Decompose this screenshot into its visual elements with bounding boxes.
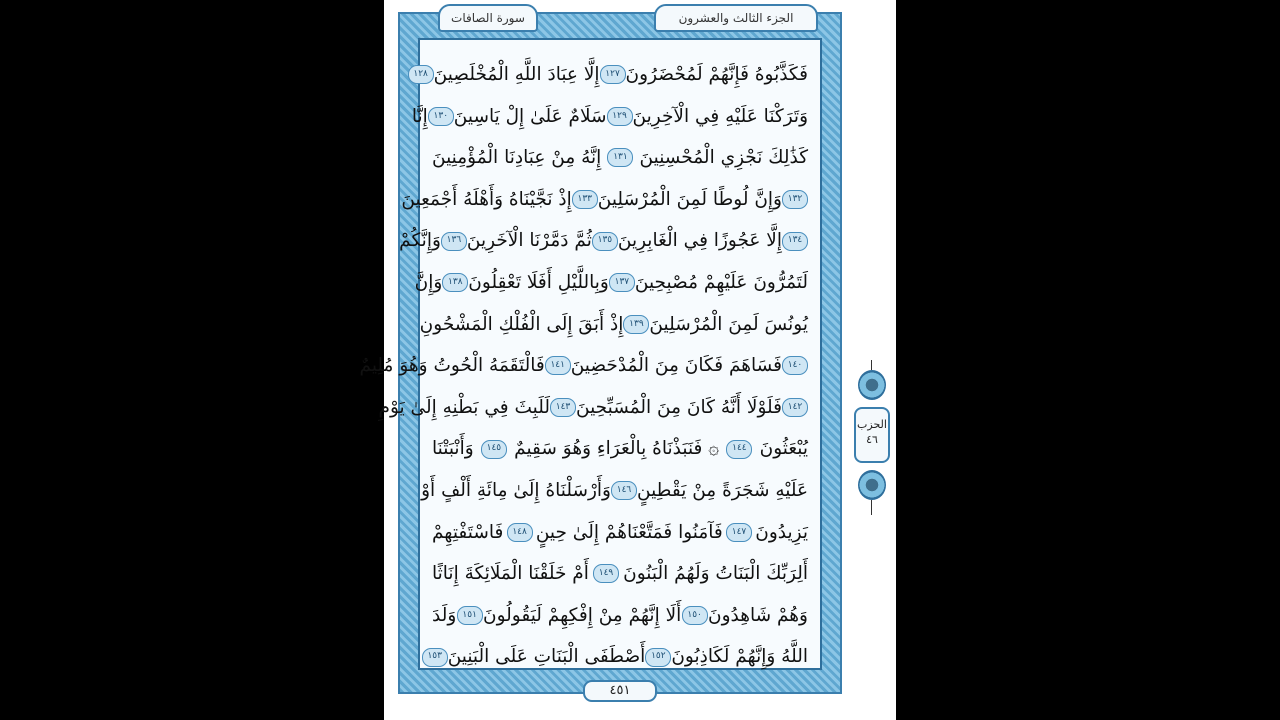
verse-line [432,553,808,595]
surah-header: سورة الصافات [438,4,538,32]
ayah-number-marker: ١٣٤ [782,232,808,251]
verse-text: إِنَّهُ مِنْ عِبَادِنَا الْمُؤْمِنِينَ [432,147,602,169]
verse-lines [359,54,808,678]
verse-text: يُونُسَ لَمِنَ الْمُرْسَلِينَ [649,313,808,335]
verse-text: اللَّهُ وَإِنَّهُمْ لَكَاذِبُونَ [671,646,808,668]
ayah-number-marker: ١٢٨ [408,65,434,84]
verse-text: إِلَّا عِبَادَ اللَّهِ الْمُخْلَصِينَ [433,64,600,85]
ayah-number-marker: ١٣٨ [442,273,468,292]
ayah-number-marker: ١٤١ [545,356,571,375]
ayah-number-marker: ١٣١ [607,148,633,167]
ayah-number-marker: ١٣٣ [572,190,598,209]
verse-line [421,470,808,512]
verse-line [432,137,808,179]
verse-line [411,96,808,138]
mushaf-page [359,0,896,720]
verse-text: وَبِاللَّيْلِ أَفَلَا تَعْقِلُونَ [468,271,609,293]
ayah-number-marker: ١٥٣ [422,648,448,667]
verse-text: أَلِرَبِّكَ الْبَنَاتُ وَلَهُمُ الْبَنُونَ [623,563,808,585]
ornament-medallion-top [858,370,886,400]
verse-line [432,428,808,470]
verse-text: وَإِنَّ [414,271,443,293]
verse-line [432,512,808,554]
verse-line [399,220,808,262]
ayah-number-marker: ١٣٢ [782,190,808,209]
verse-text: يُبْعَثُونَ [759,438,808,460]
hizb-label: الحزب [857,418,887,431]
verse-line [414,262,808,304]
ornamental-frame [359,11,842,698]
hizb-marker [854,360,890,515]
verse-line [359,345,808,387]
ayah-number-marker: ١٤٧ [726,523,752,542]
ayah-number-marker: ١٤٤ [726,440,752,459]
text-area [359,38,822,670]
verse-line [427,636,808,678]
ayah-number-marker: ١٣٥ [592,232,618,251]
verse-text: أَصْطَفَى الْبَنَاتِ عَلَى الْبَنِينَ [447,646,646,668]
page-number: ٤٥١ [583,680,657,702]
ayah-number-marker: ١٤٩ [593,564,619,583]
ayah-number-marker: ١٤٢ [782,398,808,417]
verse-text: يَزِيدُونَ [755,521,808,543]
verse-text: فَلَوْلَا أَنَّهُ كَانَ مِنَ الْمُسَبِّحِينَ [576,396,782,418]
verse-text: فَكَذَّبُوهُ فَإِنَّهُمْ لَمُحْضَرُونَ [625,64,808,85]
verse-text: أَلَا إِنَّهُمْ مِنْ إِفْكِهِمْ لَيَقُولُونَ [483,604,682,626]
verse-text: أَمْ خَلَقْنَا الْمَلَائِكَةَ إِنَاثًا [432,563,589,585]
verse-line [419,304,808,346]
verse-text: لَلَبِثَ فِي بَطْنِهِ إِلَىٰ يَوْمِ [378,396,550,418]
ayah-number-marker: ١٣٩ [623,315,649,334]
ayah-number-marker: ١٣٠ [428,107,454,126]
verse-text: وَأَرْسَلْنَاهُ إِلَىٰ مِائَةِ أَلْفٍ أَوْ [421,479,611,501]
verse-line [378,387,808,429]
verse-text: إِنَّا [411,105,428,127]
ayah-number-marker: ١٥١ [457,606,483,625]
ayah-number-marker: ١٣٧ [609,273,635,292]
verse-text: إِلَّا عَجُوزًا فِي الْغَابِرِينَ [617,230,782,252]
ayah-number-marker: ١٤٨ [507,523,533,542]
ayah-number-marker: ١٢٩ [607,107,633,126]
verse-text: وَهُمْ شَاهِدُونَ [707,604,808,626]
verse-text: وَأَنْبَتْنَا [432,438,474,460]
verse-text: وَإِنَّ لُوطًا لَمِنَ الْمُرْسَلِينَ [597,188,782,210]
verse-text: إِذْ أَبَقَ إِلَى الْفُلْكِ الْمَشْحُونِ [419,313,624,335]
verse-text: سَلَامٌ عَلَىٰ إِلْ يَاسِينَ [453,105,607,127]
juz-header: الجزء الثالث والعشرون [654,4,818,32]
verse-text: لَتَمُرُّونَ عَلَيْهِمْ مُصْبِحِينَ [634,271,808,293]
verse-text: كَذَٰلِكَ نَجْزِي الْمُحْسِنِينَ [639,147,808,169]
verse-text: عَلَيْهِ شَجَرَةً مِنْ يَقْطِينٍ [637,479,808,501]
verse-text: وَلَدَ [432,604,457,626]
verse-line [432,595,808,637]
verse-text: وَتَرَكْنَا عَلَيْهِ فِي الْآخِرِينَ [632,105,808,127]
ayah-number-marker: ١٣٦ [441,232,467,251]
verse-text: وَإِنَّكُمْ [399,230,441,252]
ornament-stem [871,500,872,515]
verse-text: فَآمَنُوا فَمَتَّعْنَاهُمْ إِلَىٰ حِينٍ [535,521,723,543]
verse-text: فَاسْتَفْتِهِمْ [432,521,504,543]
ayah-number-marker: ١٢٧ [600,65,626,84]
verse-text: فَسَاهَمَ فَكَانَ مِنَ الْمُدْحَضِينَ [570,355,782,377]
ayah-number-marker: ١٥٢ [645,648,671,667]
hizb-box [854,407,890,463]
hizb-number: ٤٦ [866,433,878,446]
verse-line [413,54,808,96]
ornament-stem [871,360,872,370]
ayah-number-marker: ١٤٣ [550,398,576,417]
verse-text: ۞ فَنَبَذْنَاهُ بِالْعَرَاءِ وَهُوَ سَقِيمٌ [514,438,720,460]
ornament-medallion-bottom [858,470,886,500]
ayah-number-marker: ١٤٠ [782,356,808,375]
verse-text: إِذْ نَجَّيْنَاهُ وَأَهْلَهُ أَجْمَعِينَ [401,188,572,210]
ayah-number-marker: ١٤٦ [611,481,637,500]
ayah-number-marker: ١٥٠ [682,606,708,625]
verse-text: فَالْتَقَمَهُ الْحُوتُ وَهُوَ مُلِيمٌ [359,355,545,377]
verse-line [401,179,808,221]
ayah-number-marker: ١٤٥ [481,440,507,459]
verse-text: ثُمَّ دَمَّرْنَا الْآخَرِينَ [466,230,592,252]
